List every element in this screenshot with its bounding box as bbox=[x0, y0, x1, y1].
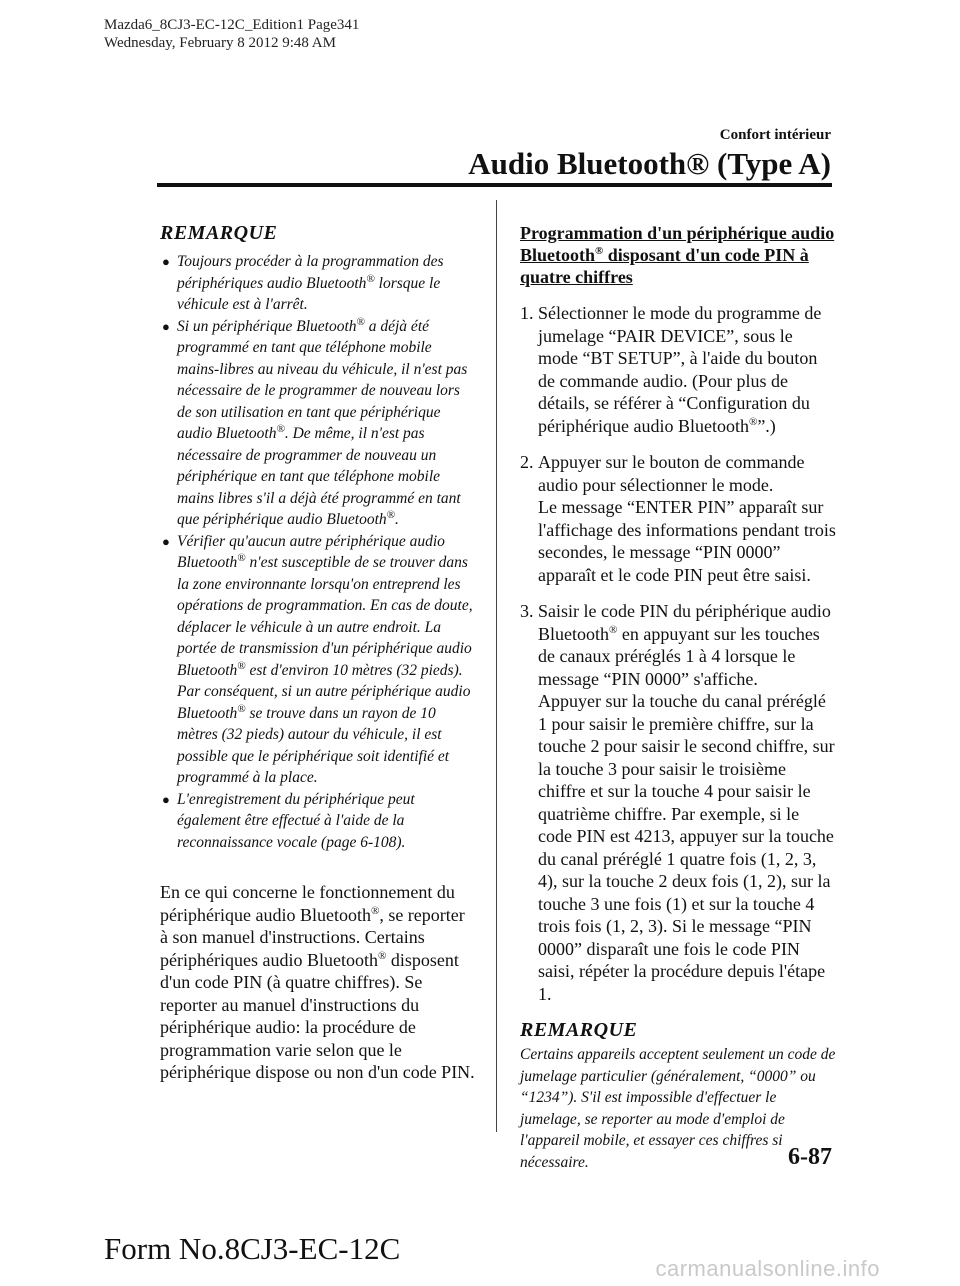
note-list bbox=[160, 251, 476, 853]
step-list bbox=[520, 302, 836, 1005]
step-number: 2. bbox=[520, 452, 534, 472]
print-info bbox=[104, 16, 359, 52]
header-rule bbox=[157, 183, 832, 187]
watermark: carmanualsonline.info bbox=[655, 1256, 880, 1281]
right-column bbox=[520, 222, 836, 1173]
step-item: 1. Sélectionner le mode du programme de jumelage “PAIR DEVICE”, sous le mode “BT SETUP”, à l'aide du bouton de commande audio. (Pour plus de détails, se référer à “Configuration du périphérique audio Bluetooth®”.) bbox=[520, 303, 822, 436]
bullet-icon: ● bbox=[162, 318, 170, 334]
section-heading: Programmation d'un périphérique audio Bluetooth® disposant d'un code PIN à quatre chiffres bbox=[520, 223, 835, 287]
print-info-line-1: Mazda6_8CJ3-EC-12C_Edition1 Page341 bbox=[104, 17, 360, 33]
intro-paragraph: En ce qui concerne le fonctionnement du périphérique audio Bluetooth®, se reporter à son manuel d'instructions. Certains périphériques audio Bluetooth® disposent d'un code PIN (à quatre chiffres). Se reporter au manuel d'instructions du périphérique audio: la procédure de programmation varie selon que le périphérique dispose ou non d'un code PIN. bbox=[160, 882, 475, 1082]
column-divider bbox=[496, 200, 497, 1132]
bullet-icon: ● bbox=[162, 254, 170, 269]
note-item: ● Vérifier qu'aucun autre périphérique audio Bluetooth® n'est susceptible de se trouver dans la zone environnante lorsqu'on entreprend les opérations de programmation. En cas de doute, déplacer le véhicule à un autre endroit. La portée de transmission d'un périphérique audio Bluetooth® est d'environ 10 mètres (32 pieds). Par conséquent, si un autre périphérique audio Bluetooth® se trouve dans un rayon de 10 mètres (32 pieds) autour du véhicule, il est possible que le périphérique soit identifié et programmé à la place. bbox=[162, 532, 473, 786]
print-info-line-2: Wednesday, February 8 2012 9:48 AM bbox=[104, 35, 336, 51]
note-item: ● L'enregistrement du périphérique peut également être effectué à l'aide de la reconnaissance vocale (page 6-108). bbox=[162, 790, 415, 851]
page-number: 6-87 bbox=[788, 1144, 832, 1170]
step-number: 1. bbox=[520, 303, 534, 323]
step-item: 2. Appuyer sur le bouton de commande audio pour sélectionner le mode. Le message “ENTER PIN” apparaît sur l'affichage des informations pendant trois secondes, le message “PIN 0000” apparaît et le code PIN peut être saisi. bbox=[520, 452, 836, 585]
note-text: Certains appareils acceptent seulement un code de jumelage particulier (généralement, “0000” ou “1234”). S'il est impossible d'effectuer le jumelage, se reporter au mode d'emploi de l'appareil mobile, et essayer ces chiffres si nécessaire. bbox=[520, 1046, 836, 1171]
step-number: 3. bbox=[520, 601, 534, 621]
section-name: Confort intérieur bbox=[719, 127, 831, 143]
note-item: ● Toujours procéder à la programmation des périphériques audio Bluetooth® lorsque le véhicule est à l'arrêt. bbox=[162, 253, 444, 313]
form-number: Form No.8CJ3-EC-12C bbox=[104, 1231, 401, 1266]
page-title: Audio Bluetooth® (Type A) bbox=[468, 146, 831, 181]
bullet-icon: ● bbox=[162, 533, 170, 549]
step-item: 3. Saisir le code PIN du périphérique audio Bluetooth® en appuyant sur les touches de canaux préréglés 1 à 4 lorsque le message “PIN 0000” s'affiche. Appuyer sur la touche du canal préréglé 1 pour saisir le première chiffre, sur la touche 2 pour saisir le second chiffre, sur la touche 3 pour saisir le troisième chiffre et sur la touche 4 pour saisir le quatrième chiffre. Par exemple, si le code PIN est 4213, appuyer sur la touche du canal préréglé 1 quatre fois (1, 2, 3, 4), sur la touche 2 deux fois (1, 2), sur la touche 3 une fois (1) et sur la touche 4 trois fois (1, 2, 3). Si le message “PIN 0000” disparaît une fois le code PIN saisi, répéter la procédure depuis l'étape 1. bbox=[520, 601, 835, 1004]
note-heading: REMARQUE bbox=[160, 222, 278, 244]
left-column bbox=[160, 222, 476, 1084]
note-heading: REMARQUE bbox=[520, 1019, 638, 1041]
note-item: ● Si un périphérique Bluetooth® a déjà été programmé en tant que téléphone mobile mains-libres au niveau du véhicule, il n'est pas nécessaire de le programmer de nouveau lors de son utilisation en tant que périphérique audio Bluetooth®. De même, il n'est pas nécessaire de programmer de nouveau un périphérique en tant que téléphone mobile mains libres s'il a déjà été programmé en tant que périphérique audio Bluetooth®. bbox=[162, 315, 468, 528]
bullet-icon: ● bbox=[162, 791, 170, 807]
